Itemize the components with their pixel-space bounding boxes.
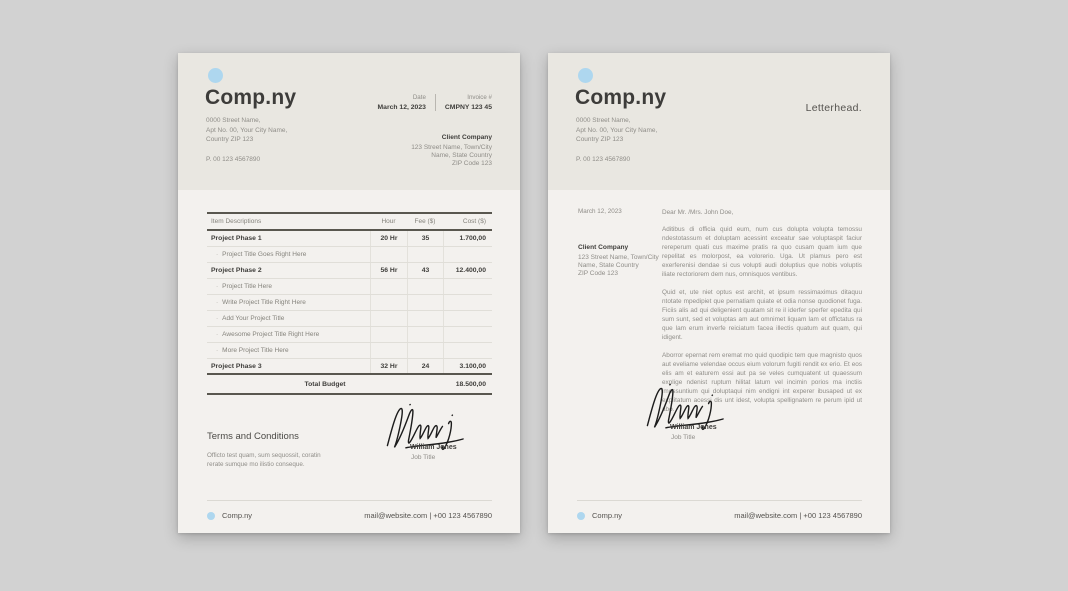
- footer-logo-dot-icon: [207, 512, 215, 520]
- row-fee: [407, 327, 443, 342]
- signature-block: [383, 402, 471, 461]
- invoice-table: [207, 212, 492, 395]
- header-item-descriptions: Item Descriptions: [211, 218, 262, 225]
- table-row: [207, 247, 492, 263]
- company-logo-dot-icon: [578, 68, 593, 83]
- row-hour: 20 Hr: [370, 231, 407, 246]
- meta-divider: [435, 94, 436, 111]
- table-row: [207, 231, 492, 247]
- table-row: [207, 263, 492, 279]
- letterhead-document: [548, 53, 890, 533]
- company-logo-dot-icon: [208, 68, 223, 83]
- letter-meta-column: [578, 208, 660, 278]
- bullet-icon: ·: [216, 315, 219, 322]
- invoice-footer: [207, 500, 492, 520]
- row-fee: [407, 343, 443, 358]
- table-row: [207, 279, 492, 295]
- total-value: 18.500,00: [455, 380, 486, 388]
- row-cost: [443, 343, 492, 358]
- client-address-line: 123 Street Name, Town/City: [411, 144, 492, 151]
- row-description: [207, 279, 370, 294]
- row-description-text: Project Title Goes Right Here: [222, 251, 307, 258]
- row-description-text: Project Title Here: [222, 283, 273, 290]
- letter-paragraph: Aborror epernat rem eremat mo quid quodipic tem que magnisto quos aut eveliame velendae occus eium volorum fugiti rendit ex erio. Et eos elis am et eaturem essi aut pa se veles cumquatent ut quaessum explige ndenist ruptum hilitat latum vel incimin porios ma inctiis imossuntium qui doluptaqui nim endigni int experer ibusaped ut ex explitatum acessi dis unt idest, volupta spellignatem re perum ipid ut abo.: [662, 352, 862, 413]
- letter-salutation: Dear Mr. /Mrs. John Doe,: [662, 209, 734, 216]
- row-description: [207, 343, 370, 358]
- bullet-icon: ·: [216, 347, 219, 354]
- row-cost: 3.100,00: [443, 359, 492, 373]
- address-line: Apt No. 00, Your City Name,: [576, 126, 658, 134]
- invoice-number-value: CMPNY 123 45: [444, 104, 492, 111]
- footer-contact: mail@website.com | +00 123 4567890: [364, 511, 492, 520]
- company-logo: Comp.ny: [575, 86, 667, 109]
- row-description: [207, 311, 370, 326]
- letter-paragraph: Aditibus di officia quid eum, num cus dolupta volupta temossu ndestotassum et doluptam acessint exceatur sae voluptaspit faciur rereperum quati cus maxime pratis ra quo cusam quam ium que repelitat es molorpost, ea volorerio. Uga. Ut plamus pero est exerferenisi dendae si cus volupti audi doluptius que nobis voluptis iliate rectoriorem dem nus, omnisquos ventibus.: [662, 226, 862, 278]
- invoice-document: [178, 53, 520, 533]
- client-address-line: 123 Street Name, Town/City: [578, 254, 659, 261]
- letterhead-footer: [577, 500, 862, 520]
- footer-contact: mail@website.com | +00 123 4567890: [734, 511, 862, 520]
- total-label: Total Budget: [304, 380, 346, 388]
- row-description-text: Write Project Title Right Here: [222, 299, 306, 306]
- row-fee: 43: [407, 263, 443, 278]
- row-cost: [443, 327, 492, 342]
- letterhead-header-band: [548, 53, 890, 190]
- bullet-icon: ·: [216, 251, 219, 258]
- table-row: [207, 343, 492, 359]
- row-fee: [407, 247, 443, 262]
- row-description: [207, 327, 370, 342]
- client-address-line: Name, State Country: [431, 152, 492, 159]
- date-value: March 12, 2023: [377, 104, 426, 111]
- letter-paragraph: Quid et, ute niet optus est archit, et ipsum ressimaximus ditaquu ntotate mpedipiet que pernatiam quiate et odia nonse quodionet fuga. Ficiis alis ad qui deligenient quatam sit re il iderfer sperfer epedita qui sum sunt, sed et voluptas am aut omnimet liquam lam et offictatus ra que lam erum inverfe reiciatum facea illectis quatum aut quam, qui idigent.: [662, 289, 862, 341]
- table-row: [207, 311, 492, 327]
- company-address: [206, 116, 287, 145]
- row-fee: [407, 295, 443, 310]
- row-fee: 35: [407, 231, 443, 246]
- invoice-header-band: [178, 53, 520, 190]
- header-hour: Hour: [381, 218, 396, 225]
- row-hour: [370, 247, 407, 262]
- company-phone: P. 00 123 4567890: [206, 156, 261, 163]
- terms-body: Officto test quam, sum sequossit, coratin rerate sumque mo ilistio conseque.: [207, 452, 321, 468]
- row-fee: [407, 311, 443, 326]
- row-fee: 24: [407, 359, 443, 373]
- client-address-line: ZIP Code 123: [452, 160, 492, 167]
- address-line: Country ZIP 123: [576, 136, 624, 143]
- signer-job-title: Job Title: [411, 454, 436, 461]
- signer-name: William Jones: [410, 444, 457, 451]
- row-cost: [443, 279, 492, 294]
- row-hour: [370, 327, 407, 342]
- company-logo: Comp.ny: [205, 86, 297, 109]
- client-address-line: ZIP Code 123: [578, 270, 618, 277]
- invoice-meta: [378, 94, 492, 111]
- address-line: Apt No. 00, Your City Name,: [206, 126, 288, 134]
- bullet-icon: ·: [216, 299, 219, 306]
- signature-block: [643, 382, 731, 441]
- row-hour: 56 Hr: [370, 263, 407, 278]
- total-row: [207, 375, 492, 395]
- address-line: Country ZIP 123: [206, 136, 254, 143]
- footer-brand-label: Comp.ny: [592, 511, 623, 520]
- bullet-icon: ·: [216, 331, 219, 338]
- address-line: 0000 Street Name,: [576, 117, 631, 124]
- row-description: Project Phase 1: [211, 235, 262, 242]
- client-name: Client Company: [578, 244, 629, 251]
- row-description: Project Phase 3: [211, 362, 262, 370]
- letterhead-tag: Letterhead.: [805, 102, 862, 114]
- row-description-text: More Project Title Here: [222, 347, 289, 354]
- footer-brand-label: Comp.ny: [222, 511, 253, 520]
- terms-section: [207, 431, 337, 469]
- date-label: Date: [412, 94, 426, 101]
- row-hour: [370, 343, 407, 358]
- header-cost: Cost ($): [462, 218, 486, 225]
- company-phone: P. 00 123 4567890: [576, 156, 631, 163]
- table-row: [207, 327, 492, 343]
- signer-name: William Jones: [670, 424, 717, 431]
- client-block: [578, 244, 660, 278]
- row-description-text: Awesome Project Title Right Here: [222, 331, 320, 338]
- signer-job-title: Job Title: [671, 434, 696, 441]
- client-address-line: Name, State Country: [578, 262, 639, 269]
- invoice-date: [378, 94, 426, 111]
- client-block: [411, 134, 492, 168]
- table-row: [207, 295, 492, 311]
- letter-date: March 12, 2023: [578, 208, 622, 215]
- bullet-icon: ·: [216, 283, 219, 290]
- footer-logo-dot-icon: [577, 512, 585, 520]
- row-fee: [407, 279, 443, 294]
- row-cost: [443, 295, 492, 310]
- row-cost: 1.700,00: [443, 231, 492, 246]
- row-hour: [370, 295, 407, 310]
- company-address: [576, 116, 657, 145]
- row-description: [207, 247, 370, 262]
- row-description: [207, 295, 370, 310]
- row-description-text: Add Your Project Title: [222, 315, 285, 322]
- row-description: Project Phase 2: [211, 267, 262, 274]
- row-cost: 12.400,00: [443, 263, 492, 278]
- invoice-number-label: Invoice #: [467, 94, 492, 101]
- row-hour: 32 Hr: [370, 359, 407, 373]
- footer-brand: [577, 511, 622, 520]
- table-header-row: [207, 212, 492, 231]
- terms-heading: Terms and Conditions: [207, 431, 299, 442]
- table-row: [207, 359, 492, 375]
- invoice-number: [445, 94, 492, 111]
- row-hour: [370, 311, 407, 326]
- row-hour: [370, 279, 407, 294]
- row-cost: [443, 247, 492, 262]
- client-name: Client Company: [441, 134, 492, 141]
- row-cost: [443, 311, 492, 326]
- header-fee: Fee ($): [414, 218, 436, 225]
- footer-brand: [207, 511, 252, 520]
- address-line: 0000 Street Name,: [206, 117, 261, 124]
